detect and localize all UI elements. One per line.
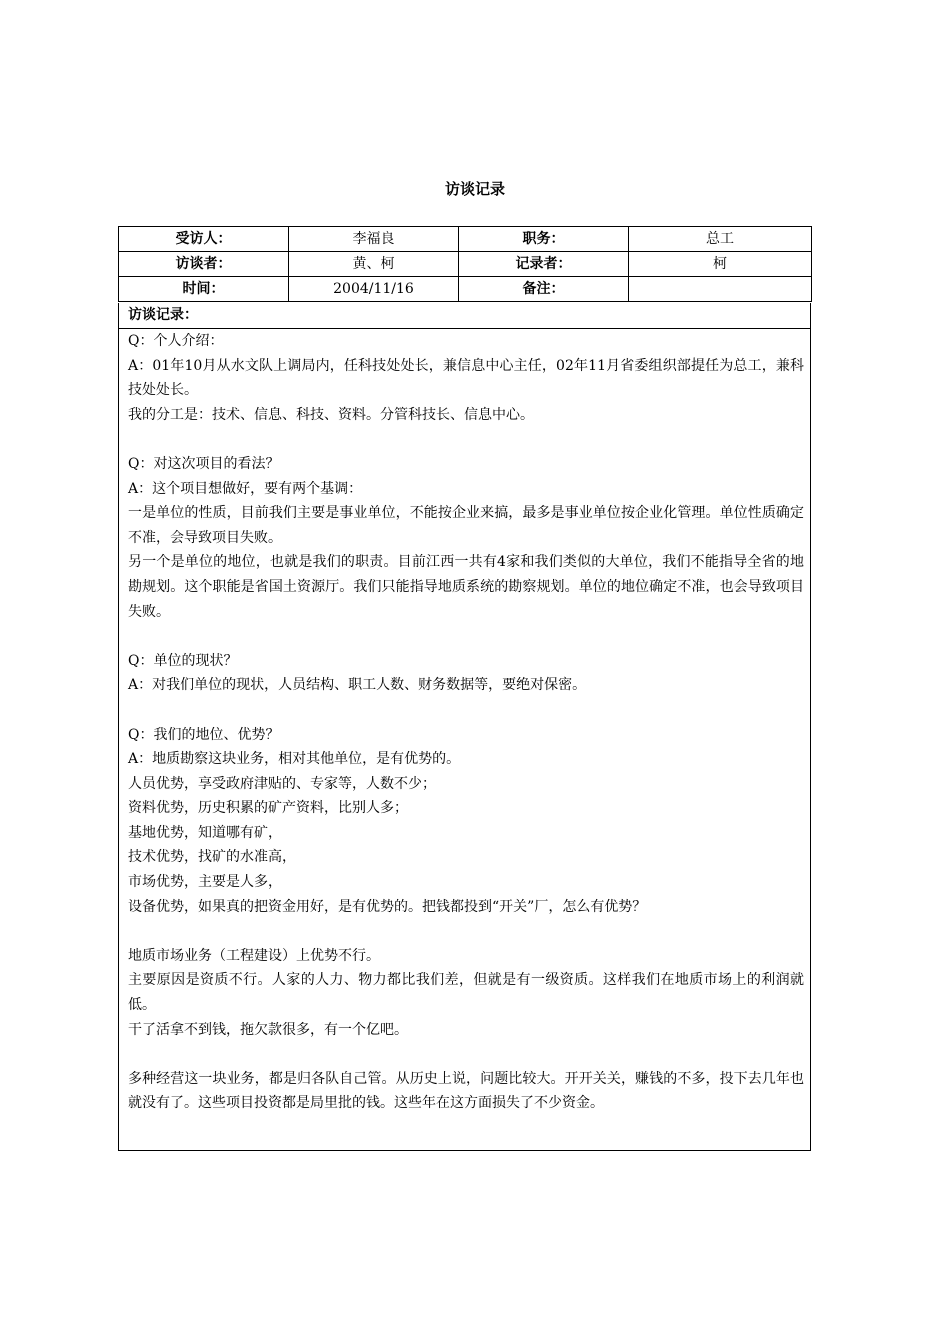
interviewee-label: 受访人：	[119, 227, 289, 252]
interviewer-label: 访谈者：	[119, 252, 289, 277]
paragraph: Q：单位的现状？	[128, 652, 238, 669]
paragraph: 另一个是单位的地位，也就是我们的职责。目前江西一共有4家和我们类似的大单位，我们不能指导全省的地勘规划。这个职能是省国土资源厅。我们只能指导地质系统的勘察规划。单位的地位确定不准，也会导致项目失败。	[128, 554, 804, 620]
position-label: 职务：	[459, 227, 629, 252]
paragraph: 技术优势，找矿的水准高，	[128, 849, 296, 866]
paragraph: Q：我们的地位、优势？	[128, 726, 280, 743]
paragraph: 干了活拿不到钱，拖欠款很多，有一个亿吧。	[128, 1021, 408, 1038]
time-label: 时间：	[119, 277, 289, 302]
paragraph: 主要原因是资质不行。人家的人力、物力都比我们差，但就是有一级资质。这样我们在地质市场上的利润就低。	[128, 972, 804, 1014]
paragraph: A：对我们单位的现状，人员结构、职工人数、财务数据等，要绝对保密。	[128, 677, 587, 694]
paragraph: 资料优势，历史积累的矿产资料，比别人多；	[128, 800, 408, 817]
paragraph: Q：个人介绍：	[128, 333, 224, 349]
record-body	[118, 329, 811, 1151]
record-content	[128, 329, 804, 1116]
document-title: 访谈记录	[444, 180, 505, 198]
blank-line	[128, 624, 804, 649]
blank-line	[128, 919, 804, 944]
record-header	[118, 303, 811, 329]
blank-line	[128, 1042, 804, 1067]
paragraph: 设备优势，如果真的把资金用好，是有优势的。把钱都投到“开关”厂，怎么有优势？	[128, 898, 647, 915]
blank-line	[128, 698, 804, 723]
meta-row-time	[119, 277, 812, 302]
interviewer-value: 黄、柯	[289, 252, 459, 277]
paragraph: 地质市场业务（工程建设）上优势不行。	[128, 947, 380, 964]
paragraph: 人员优势，享受政府津贴的、专家等，人数不少；	[128, 775, 436, 792]
time-value: 2004/11/16	[289, 277, 459, 302]
meta-row-interviewer	[119, 252, 812, 277]
paragraph: A：地质勘察这块业务，相对其他单位，是有优势的。	[128, 751, 461, 768]
notes-value	[629, 277, 812, 302]
paragraph: 市场优势，主要是人多，	[128, 874, 282, 891]
paragraph: A：01年10月从水文队上调局内，任科技处处长，兼信息中心主任，02年11月省委组织部提任为总工，兼科技处处长。	[128, 357, 804, 399]
interview-meta-table	[118, 226, 812, 302]
recorder-value: 柯	[629, 252, 812, 277]
recorder-label: 记录者：	[459, 252, 629, 277]
paragraph: 多种经营这一块业务，都是归各队自己管。从历史上说，问题比较大。开开关关，赚钱的不多，投下去几年也就没有了。这些项目投资都是局里批的钱。这些年在这方面损失了不少资金。	[128, 1070, 804, 1112]
paragraph: 一是单位的性质，目前我们主要是事业单位，不能按企业来搞，最多是事业单位按企业化管理。单位性质确定不准，会导致项目失败。	[128, 505, 804, 546]
blank-line	[128, 427, 804, 452]
paragraph: Q：对这次项目的看法？	[128, 455, 280, 472]
position-value: 总工	[629, 227, 812, 252]
meta-row-interviewee	[119, 227, 812, 252]
notes-label: 备注：	[459, 277, 629, 302]
interviewee-value: 李福良	[289, 227, 459, 252]
paragraph: 基地优势，知道哪有矿，	[128, 824, 282, 841]
paragraph: A：这个项目想做好，要有两个基调：	[128, 480, 363, 497]
paragraph: 我的分工是：技术、信息、科技、资料。分管科技长、信息中心。	[128, 406, 534, 423]
record-label: 访谈记录：	[128, 307, 198, 323]
